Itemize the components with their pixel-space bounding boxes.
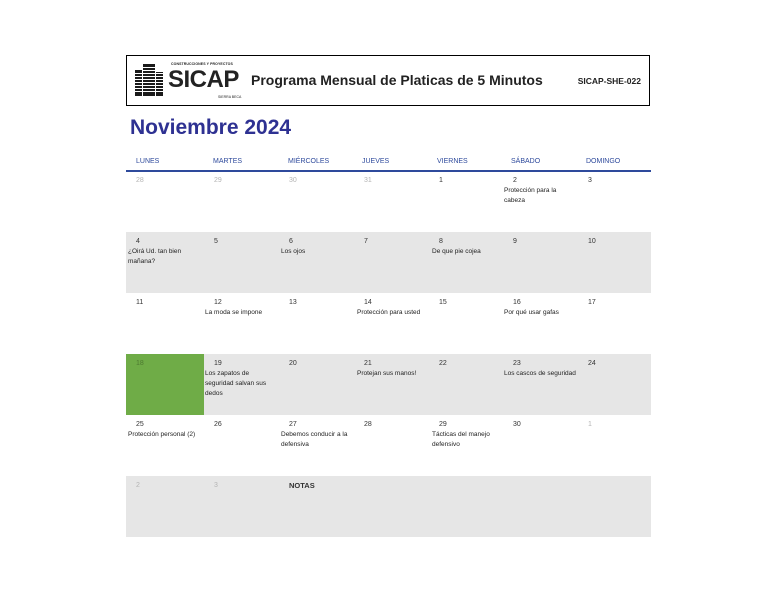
calendar-day-cell[interactable] — [126, 293, 204, 354]
day-number: 6 — [289, 238, 293, 245]
calendar-day-cell[interactable] — [204, 171, 279, 232]
day-number: 7 — [364, 238, 368, 245]
calendar-day-cell[interactable] — [204, 232, 279, 293]
calendar-day-cell[interactable] — [354, 232, 429, 293]
day-event: Protección para la cabeza — [504, 187, 557, 204]
day-number: 28 — [364, 421, 372, 428]
day-event: Los ojos — [281, 248, 306, 255]
calendar-day-cell[interactable] — [429, 415, 503, 476]
day-number: 24 — [588, 360, 596, 367]
calendar-day-cell[interactable] — [279, 232, 354, 293]
notes-label: NOTAS — [289, 481, 315, 490]
day-number: 3 — [588, 177, 592, 184]
day-number: 4 — [136, 238, 140, 245]
calendar-day-cell[interactable] — [429, 354, 503, 415]
calendar-week-row — [126, 476, 651, 537]
day-number: 14 — [364, 299, 372, 306]
calendar-week-row — [126, 171, 651, 232]
calendar-day-cell[interactable] — [578, 293, 651, 354]
logo-tagline: CONSTRUCCIONES Y PROYECTOS — [171, 62, 233, 66]
calendar-day-cell[interactable] — [578, 232, 651, 293]
day-name-thursday: JUEVES — [362, 158, 390, 165]
calendar-week-row — [126, 293, 651, 354]
calendar-day-cell[interactable] — [578, 415, 651, 476]
day-number: 22 — [439, 360, 447, 367]
calendar-day-cell[interactable] — [578, 171, 651, 232]
day-number: 10 — [588, 238, 596, 245]
day-event: Tácticas del manejo defensivo — [432, 431, 490, 448]
calendar-week-row — [126, 354, 651, 415]
calendar-day-cell[interactable] — [503, 415, 578, 476]
day-number: 15 — [439, 299, 447, 306]
month-title: Noviembre 2024 — [130, 116, 292, 139]
day-number: 17 — [588, 299, 596, 306]
day-event: Protección personal (2) — [128, 431, 196, 438]
day-name-saturday: SÁBADO — [511, 158, 541, 165]
calendar-day-cell[interactable] — [126, 354, 204, 415]
day-number: 13 — [289, 299, 297, 306]
day-number: 28 — [136, 177, 144, 184]
day-number: 23 — [513, 360, 521, 367]
logo-subtitle: SIERRA BECA — [218, 95, 242, 99]
day-number: 12 — [214, 299, 222, 306]
day-number: 27 — [289, 421, 297, 428]
calendar-day-cell[interactable] — [354, 171, 429, 232]
day-event: De que pie cojea — [432, 248, 481, 255]
calendar-day-cell[interactable] — [354, 293, 429, 354]
calendar-day-cell[interactable] — [204, 293, 279, 354]
day-event: Los cascos de seguridad — [504, 370, 576, 377]
day-event: Los zapatos de seguridad salvan sus dedos — [205, 370, 267, 397]
day-number: 5 — [214, 238, 218, 245]
day-number: 11 — [136, 299, 144, 306]
calendar-day-cell[interactable] — [503, 232, 578, 293]
calendar-day-cell[interactable] — [279, 293, 354, 354]
calendar-day-cell[interactable] — [429, 232, 503, 293]
calendar-day-cell[interactable] — [126, 415, 204, 476]
calendar-day-cell[interactable] — [204, 476, 279, 537]
day-event: Debemos conducir a la defensiva — [281, 431, 348, 448]
day-number: 1 — [588, 421, 592, 428]
calendar-day-cell[interactable] — [429, 293, 503, 354]
weekday-header — [126, 156, 651, 172]
day-number: 8 — [439, 238, 443, 245]
calendar-day-cell[interactable] — [503, 293, 578, 354]
calendar-day-cell[interactable] — [429, 171, 503, 232]
calendar-day-cell[interactable] — [126, 171, 204, 232]
day-name-sunday: DOMINGO — [586, 158, 621, 165]
calendar-day-cell[interactable] — [204, 354, 279, 415]
document-code: SICAP-SHE-022 — [577, 76, 641, 86]
calendar-day-cell[interactable] — [126, 476, 204, 537]
day-event: Por qué usar gafas — [504, 309, 559, 316]
calendar-week-row — [126, 415, 651, 476]
document-title: Programa Mensual de Platicas de 5 Minutos — [251, 72, 543, 88]
calendar-day-cell[interactable] — [503, 171, 578, 232]
calendar-day-cell[interactable] — [126, 232, 204, 293]
day-number: 2 — [513, 177, 517, 184]
day-event: La moda se impone — [205, 309, 263, 316]
day-number: 31 — [364, 177, 372, 184]
day-number: 3 — [214, 482, 218, 489]
calendar-day-cell[interactable] — [578, 354, 651, 415]
day-number: 9 — [513, 238, 517, 245]
day-number: 25 — [136, 421, 144, 428]
day-number: 26 — [214, 421, 222, 428]
day-number: 21 — [364, 360, 372, 367]
day-number: 18 — [136, 360, 144, 367]
day-event: ¿Oirá Ud. tan bien mañana? — [128, 248, 182, 265]
day-name-wednesday: MIÉRCOLES — [288, 158, 330, 165]
calendar-day-cell[interactable] — [279, 354, 354, 415]
day-number: 30 — [513, 421, 521, 428]
calendar-day-cell[interactable] — [279, 171, 354, 232]
calendar-day-cell[interactable] — [204, 415, 279, 476]
logo-wordmark: SICAP — [168, 66, 239, 93]
document-header — [126, 55, 650, 106]
calendar-day-cell[interactable] — [354, 415, 429, 476]
day-number: 2 — [136, 482, 140, 489]
notes-area — [279, 476, 651, 537]
day-event: Protección para usted — [357, 309, 421, 316]
day-number: 29 — [439, 421, 447, 428]
day-name-tuesday: MARTES — [213, 158, 243, 165]
day-number: 30 — [289, 177, 297, 184]
day-number: 20 — [289, 360, 297, 367]
building-icon — [133, 62, 165, 98]
day-number: 16 — [513, 299, 521, 306]
day-number: 19 — [214, 360, 222, 367]
day-name-friday: VIERNES — [437, 158, 468, 165]
calendar-day-cell[interactable] — [354, 354, 429, 415]
calendar-week-row — [126, 232, 651, 293]
day-name-monday: LUNES — [136, 158, 160, 165]
day-number: 29 — [214, 177, 222, 184]
day-event: Protejan sus manos! — [357, 370, 417, 377]
day-number: 1 — [439, 177, 443, 184]
calendar-day-cell[interactable] — [279, 415, 354, 476]
calendar-day-cell[interactable] — [503, 354, 578, 415]
sicap-logo — [133, 60, 245, 100]
